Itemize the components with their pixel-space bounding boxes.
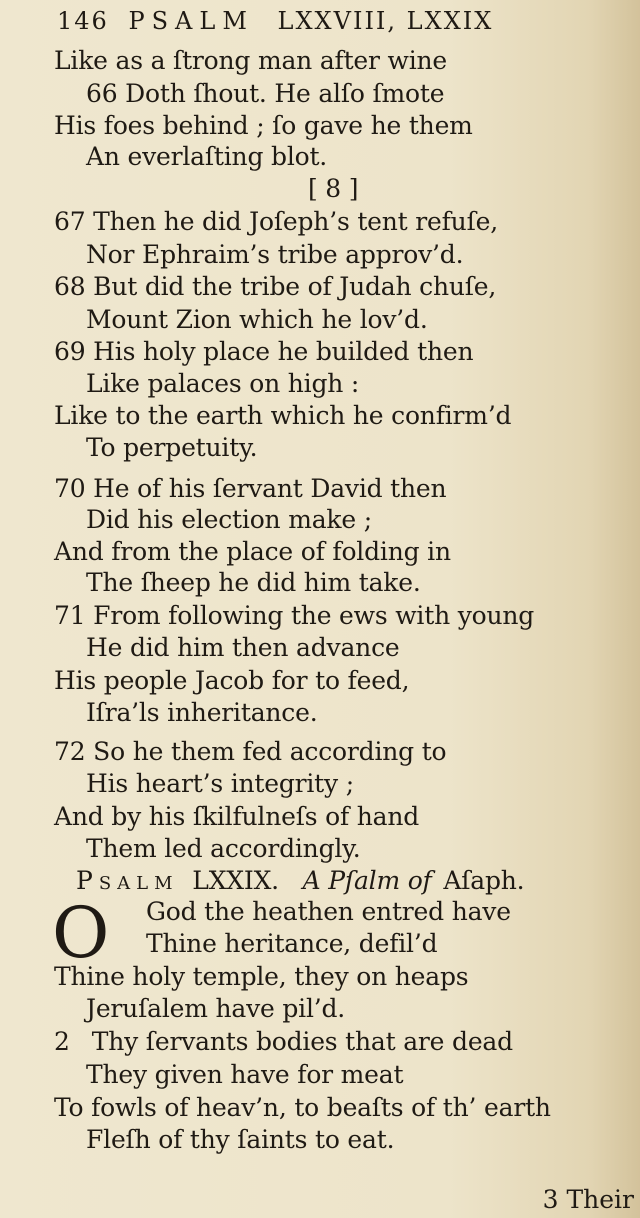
verse-line: Mount Zion which he lov’d.: [86, 305, 428, 334]
verse-line: 67 Then he did Joſeph’s tent refuſe,: [54, 207, 498, 236]
verse-number: 68: [54, 272, 86, 301]
verse-line: The ſheep he did him take.: [86, 568, 421, 597]
verse-line: An everlaſting blot.: [86, 142, 328, 171]
verse-line: Thine holy temple, they on heaps: [54, 962, 469, 991]
verse-line: 72 So he them fed according to: [54, 737, 447, 766]
verse-line: Fleſh of thy ſaints to eat.: [86, 1125, 395, 1154]
verse-line: 70 He of his ſervant David then: [54, 474, 447, 503]
verse-line: And from the place of folding in: [54, 537, 451, 566]
verse-line: 71 From following the ews with young: [54, 601, 535, 630]
verse-line: Did his election make ;: [86, 505, 372, 534]
verse-line: 66 Doth ſhout. He alſo ſmote: [86, 79, 445, 108]
verse-line: They given have for meat: [86, 1060, 404, 1089]
verse-number: 70: [54, 474, 86, 503]
verse-line: Like as a ſtrong man after wine: [54, 46, 448, 75]
psalm-heading-italic: A Pſalm of: [302, 866, 432, 895]
header-numbers: LXXVIII, LXXIX: [277, 7, 494, 35]
section-marker: [ 8 ]: [308, 174, 359, 203]
verse-line: 69 His holy place he builded then: [54, 337, 474, 366]
psalm-heading-name: Aſaph.: [443, 866, 525, 895]
verse-line: Iſra’ls inheritance.: [86, 698, 318, 727]
verse-number: 71: [54, 601, 86, 630]
verse-line: To fowls of heav’n, to beaſts of th’ earth: [54, 1093, 551, 1122]
header-title: PSALM: [128, 7, 254, 35]
verse-line: His heart’s integrity ;: [86, 769, 354, 798]
page-number: 146: [57, 7, 109, 35]
verse-line: His people Jacob for to feed,: [54, 666, 410, 695]
verse-line: 68 But did the tribe of Judah chuſe,: [54, 272, 497, 301]
psalm-heading-word: Psalm: [76, 866, 179, 895]
verse-number: 2: [54, 1027, 70, 1056]
verse-line: Nor Ephraim’s tribe approv’d.: [86, 240, 464, 269]
verse-line: God the heathen entred have: [146, 897, 511, 926]
verse-line: Like to the earth which he confirm’d: [54, 401, 512, 430]
verse-line: Them led accordingly.: [86, 834, 361, 863]
verse-number: 66: [86, 79, 118, 108]
verse-line: To perpetuity.: [86, 433, 258, 462]
verse-line: And by his ſkilfulneſs of hand: [54, 802, 420, 831]
verse-number: 67: [54, 207, 86, 236]
verse-line: 2 Thy ſervants bodies that are dead: [54, 1027, 513, 1056]
verse-line: His foes behind ; ſo gave he them: [54, 111, 473, 140]
verse-line: Like palaces on high :: [86, 369, 360, 398]
verse-line: Thine heritance, defil’d: [146, 929, 438, 958]
psalm-heading-number: LXXIX.: [192, 866, 279, 895]
catchword: 3 Their: [542, 1185, 634, 1214]
drop-capital: O: [52, 892, 110, 974]
running-header: [57, 6, 493, 36]
verse-number: 72: [54, 737, 86, 766]
verse-line: Jeruſalem have pil’d.: [86, 994, 346, 1023]
verse-number: 69: [54, 337, 86, 366]
psalm-heading: [76, 866, 524, 896]
verse-line: He did him then advance: [86, 633, 400, 662]
